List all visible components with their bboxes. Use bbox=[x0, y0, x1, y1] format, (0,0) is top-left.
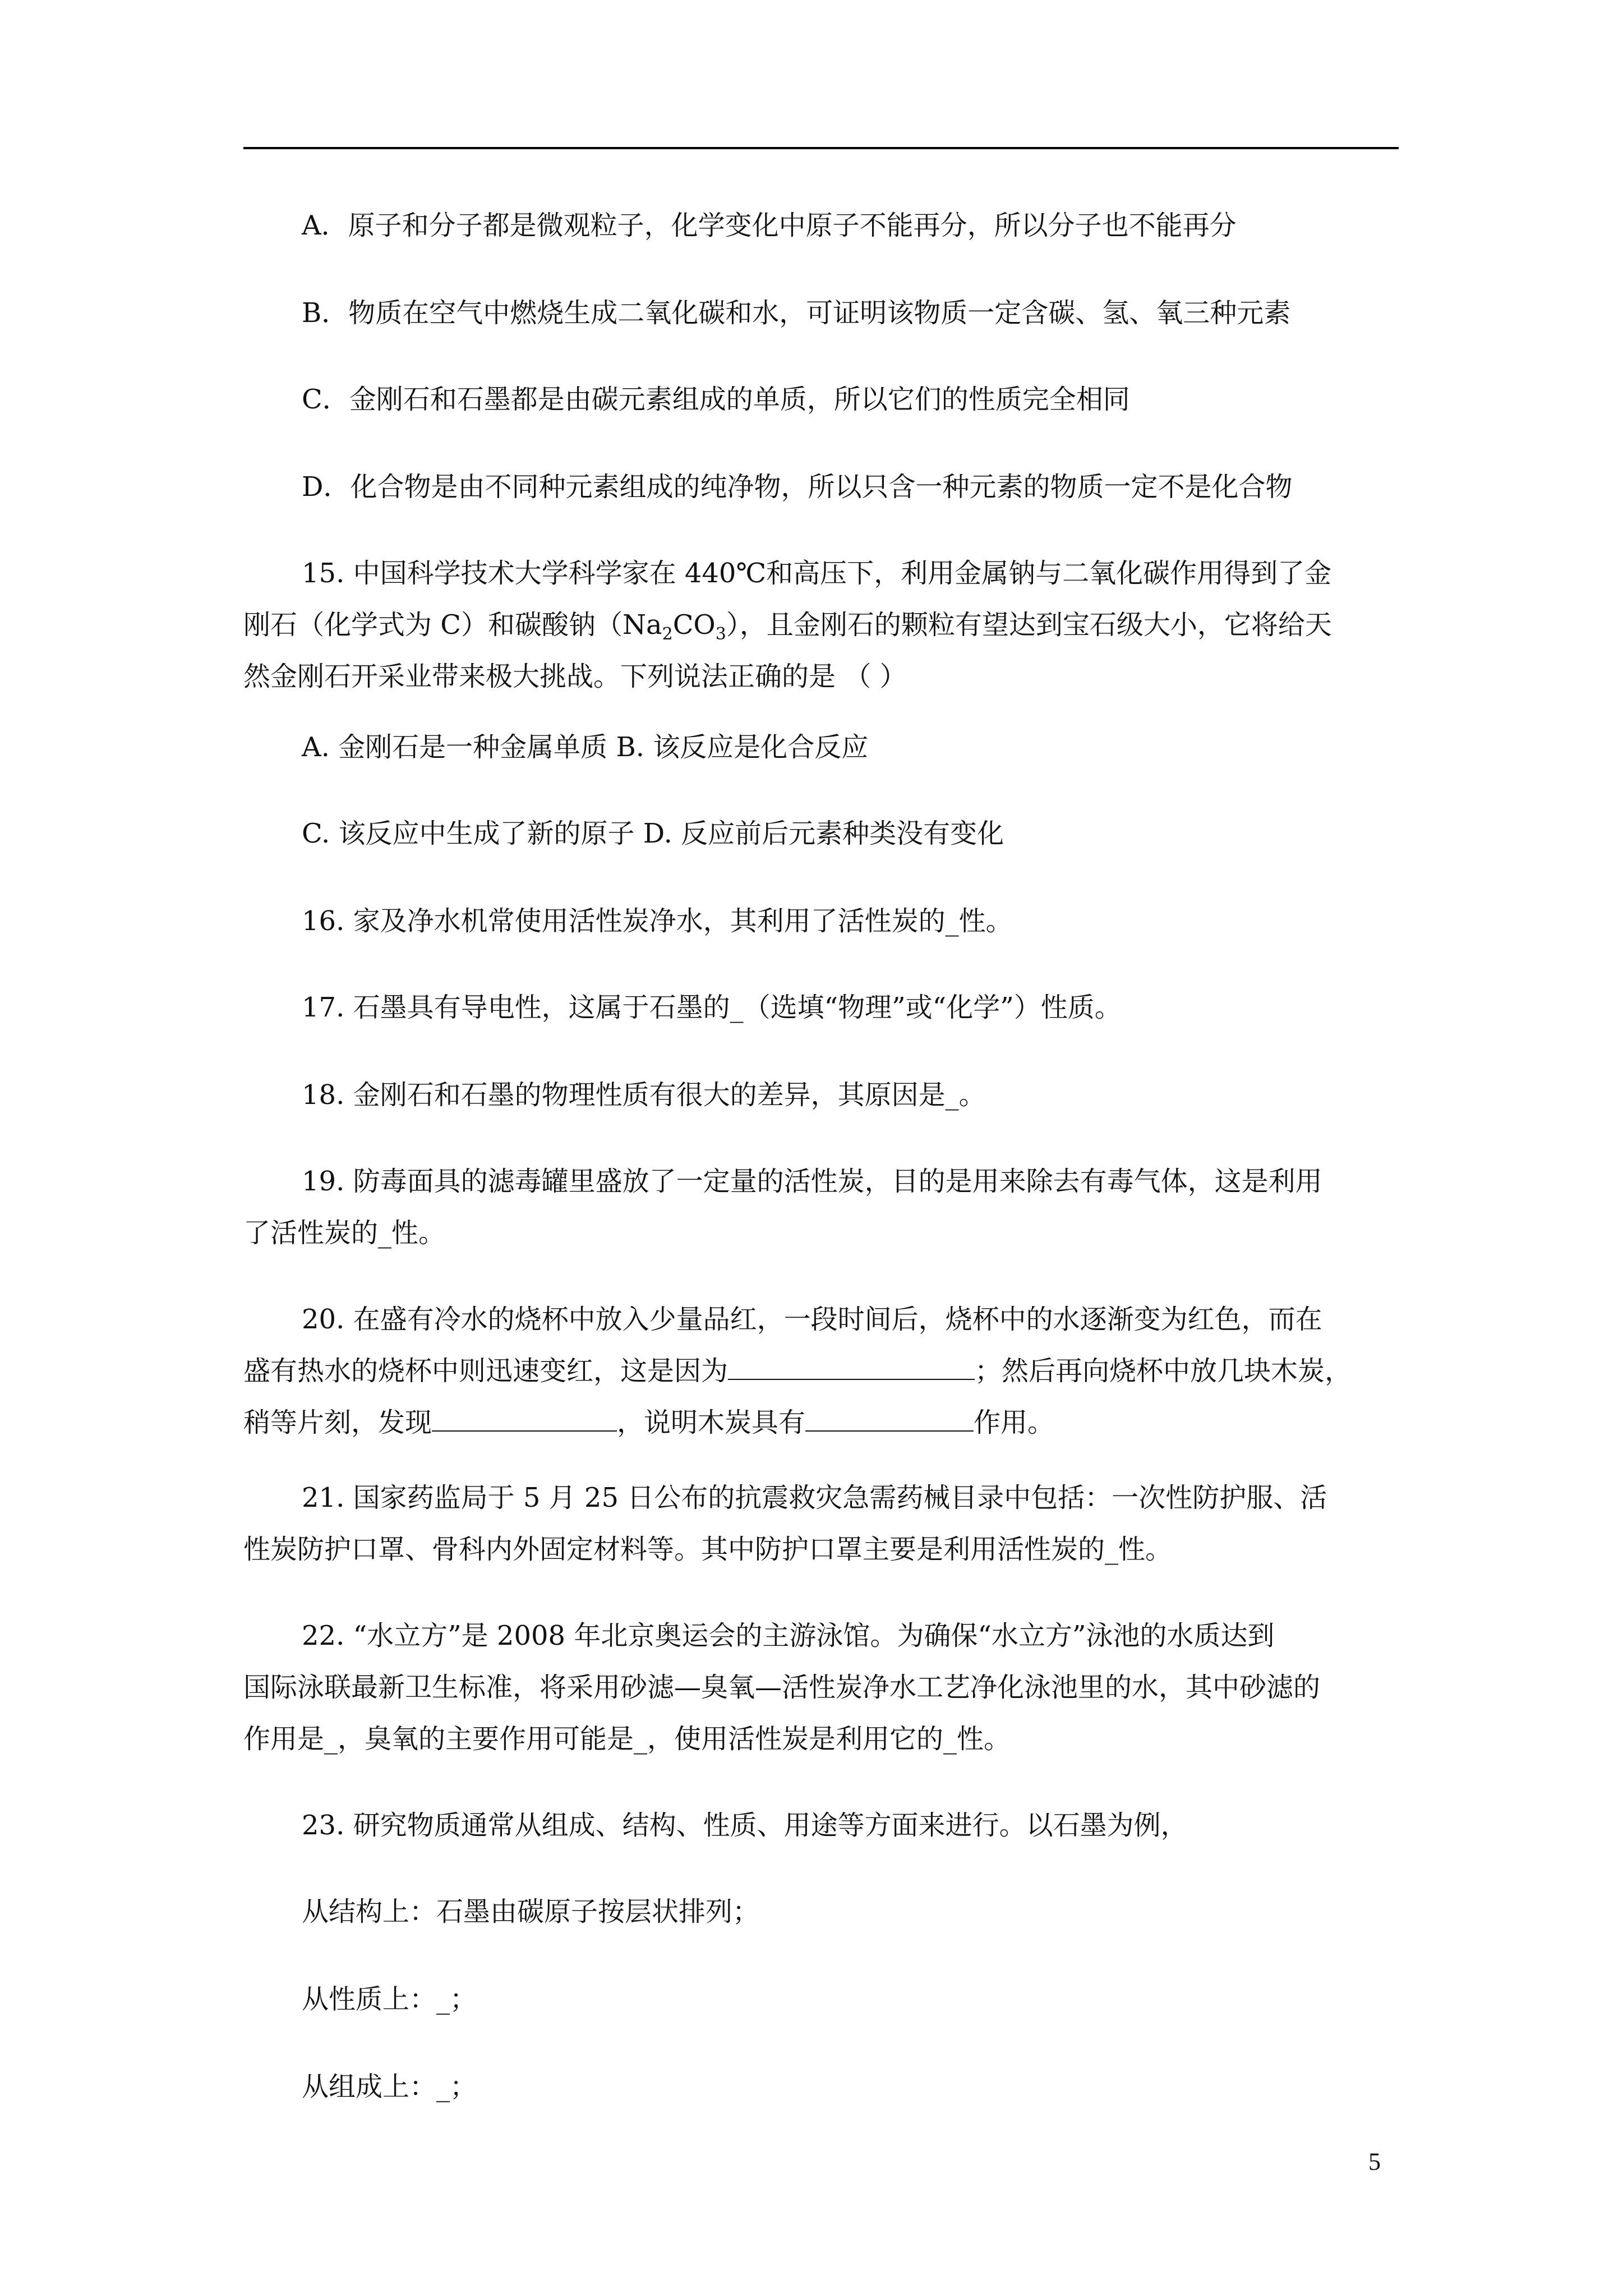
q22-line-2: 国际泳联最新卫生标准，将采用砂滤—臭氧—活性炭净水工艺净化泳池里的水，其中砂滤的 bbox=[243, 1672, 1321, 1703]
q14-option-d: D．化合物是由不同种元素组成的纯净物，所以只含一种元素的物质一定不是化合物 bbox=[302, 471, 1293, 503]
q22-line-3: 作用是_，臭氧的主要作用可能是_，使用活性炭是利用它的_性。 bbox=[243, 1723, 1011, 1755]
q20-line-2: 盛有热水的烧杯中则迅速变红，这是因为 ；然后再向烧杯中放几块木炭， bbox=[243, 1355, 1352, 1387]
question-20 bbox=[243, 1294, 1352, 1448]
q20-answer-blank-1[interactable] bbox=[728, 1356, 975, 1380]
q14-option-a: A．原子和分子都是微观粒子，化学变化中原子不能再分，所以分子也不能再分 bbox=[302, 210, 1237, 241]
question-22 bbox=[243, 1610, 1320, 1765]
question-21 bbox=[243, 1472, 1327, 1575]
q23-intro: 23. 研究物质通常从组成、结构、性质、用途等方面来进行。以石墨为例， bbox=[302, 1810, 1188, 1841]
q20-line-3: 稍等片刻，发现 ，说明木炭具有 作用。 bbox=[243, 1407, 1055, 1438]
question-19 bbox=[243, 1156, 1322, 1259]
q15-line-1: 15. 中国科学技术大学科学家在 440℃和高压下，利用金属钠与二氧化碳作用得到了金 bbox=[302, 558, 1332, 589]
q21-line-1: 21. 国家药监局于 5 月 25 日公布的抗震救灾急需药械目录中包括：一次性防护服、活 bbox=[302, 1482, 1327, 1513]
q15-line-2: 刚石（化学式为 C）和碳酸钠$(Na_2CO_3)$，且金刚石的颗粒有望达到宝石级大小，它将给天 bbox=[243, 609, 1332, 644]
q23-structure: 从结构上：石墨由碳原子按层状排列； bbox=[302, 1896, 760, 1927]
page-number: 5 bbox=[1368, 2148, 1381, 2175]
q23-property: 从性质上：_； bbox=[302, 1984, 477, 2015]
question-18: 18. 金刚石和石墨的物理性质有很大的差异，其原因是_。 bbox=[302, 1079, 986, 1111]
q23-composition: 从组成上：_； bbox=[302, 2071, 477, 2102]
question-16: 16. 家及净水机常使用活性炭净水，其利用了活性炭的_性。 bbox=[302, 905, 1013, 937]
question-15 bbox=[243, 547, 1332, 702]
q19-line-2: 了活性炭的_性。 bbox=[243, 1217, 446, 1249]
q21-line-2: 性炭防护口罩、骨科内外固定材料等。其中防护口罩主要是利用活性炭的_性。 bbox=[243, 1534, 1173, 1565]
q20-answer-blank-2[interactable] bbox=[432, 1408, 617, 1432]
q15-options-ab: A. 金刚石是一种金属单质 B. 该反应是化合反应 bbox=[302, 731, 869, 763]
q14-option-b: B．物质在空气中燃烧生成二氧化碳和水，可证明该物质一定含碳、氢、氧三种元素 bbox=[302, 297, 1291, 329]
q20-answer-blank-3[interactable] bbox=[805, 1408, 974, 1432]
header-rule bbox=[243, 147, 1399, 149]
question-17: 17. 石墨具有导电性，这属于石墨的_（选填“物理”或“化学”）性质。 bbox=[302, 992, 1122, 1023]
q22-line-1: 22. “水立方”是 2008 年北京奥运会的主游泳馆。为确保“水立方”泳池的水质达到 bbox=[302, 1620, 1275, 1651]
q20-line-1: 20. 在盛有冷水的烧杯中放入少量品红，一段时间后，烧杯中的水逐渐变为红色，而在 bbox=[302, 1304, 1322, 1335]
q19-line-1: 19. 防毒面具的滤毒罐里盛放了一定量的活性炭，目的是用来除去有毒气体，这是利用 bbox=[302, 1166, 1322, 1197]
q15-options-cd: C. 该反应中生成了新的原子 D. 反应前后元素种类没有变化 bbox=[302, 818, 1004, 849]
q15-line-3: 然金刚石开采业带来极大挑战。下列说法正确的是 （ ） bbox=[243, 661, 907, 692]
q14-option-c: C．金刚石和石墨都是由碳元素组成的单质，所以它们的性质完全相同 bbox=[302, 384, 1130, 415]
